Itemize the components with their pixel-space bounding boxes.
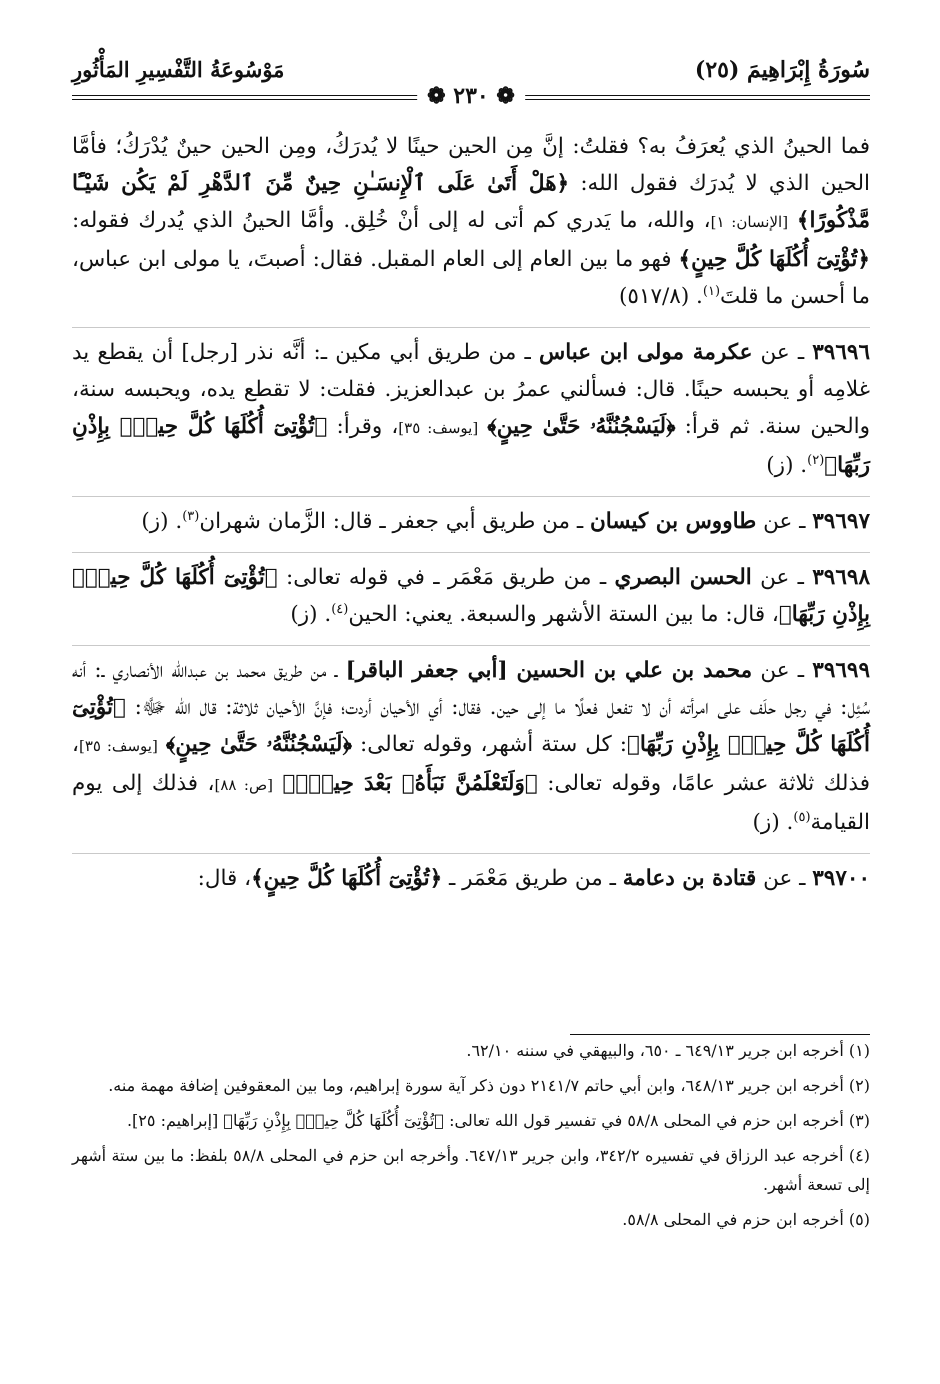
hadith-entry [72,334,870,484]
text-run: . (ز) [141,509,183,534]
quran-verse: ﴿تُؤْتِىٓ أُكُلَهَا كُلَّ حِينٍۭ بِإِذْنِ رَبِّهَا﴾ [72,414,870,478]
footnote: (٣) أخرجه ابن حزم في المحلى ٥٨/٨ في تفسير قول الله تعالى: ﴿تُؤْتِىٓ أُكُلَهَا كُلَّ حِينٍۭ بِإِذْنِ رَبِّهَا﴾ [إبراهيم: ٢٥]. [126,1111,870,1130]
page-number: ❁ ٢٣٠ ❁ [417,83,525,109]
narrator-name: قتادة بن دعامة [622,866,757,891]
text-run: ، وقرأ: [336,414,399,439]
quran-verse: ﴿لَيَسْجُنُنَّهُۥ حَتَّىٰ حِينٍ﴾ [487,414,676,439]
text-run: ـ عن [756,509,813,534]
quran-verse: ﴿هَلْ أَتَىٰ عَلَى ٱلْإِنسَـٰنِ حِينٌ مِّنَ ٱلدَّهْرِ لَمْ يَكُن شَيْـًٔا مَّذْكُورًا﴾ [72,171,870,233]
main-text [72,128,870,909]
text-run: . (ز) [766,453,808,478]
text-run: . (ز) [290,602,332,627]
text-run: ، قال: [197,866,252,891]
footnote-rule [570,1034,870,1035]
narrator-name: الحسن البصري [614,565,752,590]
book-title: مَوْسُوعَةُ التَّفْسِيرِ المَأْثُورِ [72,57,285,82]
footnote: (٢) أخرجه ابن جرير ٦٤٨/١٣، وابن أبي حاتم ٢١٤١/٧ دون ذكر آية سورة إبراهيم، وما بين المعقوفين إضافة مهمة منه. [108,1076,870,1095]
verse-reference: [ص: ٨٨] [214,776,273,794]
text-run: : كل ستة أشهر، وقوله تعالى: [360,732,627,757]
narrator-name: عكرمة مولى ابن عباس [538,340,753,365]
hadith-entry [72,559,870,633]
quran-verse: ﴿تُؤْتِىٓ أُكُلَهَا كُلَّ حِينٍ﴾ [251,866,443,891]
entry-separator [72,327,870,328]
text-run: ، فذلك إلى يوم القيامة [72,771,870,835]
text-run: ـ من طريق أبي جعفر ـ قال: الزَّمان شهران [199,509,590,534]
footnote-marker[interactable]: (٢) [807,452,825,468]
footnote-marker[interactable]: (٣) [182,508,200,524]
quran-verse: ﴿تُؤْتِىٓ أُكُلَهَا كُلَّ حِينٍۭ بِإِذْنِ رَبِّهَا﴾ [72,565,870,627]
hadith-entry [72,503,870,540]
text-run: . (ز) [752,810,794,835]
text-run: ـ عن [756,866,813,891]
narrator-name: محمد بن علي بن الحسين [أبي جعفر الباقر] [345,658,753,683]
footnotes [72,1036,870,1240]
entry-number: ٣٩٦٩٩ [812,658,871,683]
verse-reference: [يوسف: ٣٥] [78,737,158,755]
text-run: فهو ما بين العام إلى العام المقبل. فقال: أصبتَ، يا مولى ابن عباس، ما أحسن ما قلتَ [72,247,870,309]
verse-reference: [الإنسان: ١] [710,213,789,231]
quran-verse: ﴿تُؤْتِىٓ أُكُلَهَا كُلَّ حِينٍۭ بِإِذْنِ رَبِّهَا﴾ [72,695,871,757]
quran-verse: ﴿تُؤْتِىٓ أُكُلَهَا كُلَّ حِينٍ﴾ [678,247,870,272]
entry-separator [72,552,870,553]
entry-separator [72,645,870,646]
text-run: ـ من طريق محمد بن عبدالله الأنصاري ـ: أنه سُئِل: في رجل حلَف على امرأته أن لا تفعل فعلًا ما إلى حين. فقال: أي الأحيان أردت؛ فإنَّ الأحيان ثلاثة: قال الله ﷻ: [72,658,870,720]
hadith-entry [72,652,870,841]
entry-number: ٣٩٦٩٨ [812,565,870,590]
text-run: ، فذلك ثلاثة عشر عامًا، وقوله تعالى: [72,732,870,796]
text-run: ـ من طريق مَعْمَر ـ في قوله تعالى: [285,565,615,590]
text-run: ـ عن [751,565,813,590]
footnote-marker[interactable]: (٥) [793,809,811,825]
text-run: ـ عن [752,340,813,365]
footnote-marker[interactable]: (١) [702,283,721,299]
footnote: (١) أخرجه ابن جرير ٦٤٩/١٣ ـ ٦٥٠، والبيهقي في سننه ٦٢/١٠. [466,1041,870,1060]
quran-verse: ﴿وَلَتَعْلَمُنَّ نَبَأَهُۥ بَعْدَ حِينٍۭ﴾ [282,771,538,796]
text-run: ـ من طريق أبي مكين ـ: أنَّه نذر [رجل] أن يقطع يد غلامِه أو يحبسه حينًا. قال: فسألني عمرُ بن عبدالعزيز. فقلت: لا تقطع يده، ويحبسه سنة، والحين سنة. ثم قرأ: [72,340,871,439]
intro-paragraph [72,128,870,315]
quran-verse: ﴿لَيَسْجُنُنَّهُۥ حَتَّىٰ حِينٍ﴾ [165,732,352,757]
footnote: (٥) أخرجه ابن حزم في المحلى ٥٨/٨. [622,1210,870,1229]
text-run: فما الحينُ الذي يُعرَفُ به؟ فقلتُ: إنَّ مِن الحين حينًا لا يُدرَكُ، ومِن الحين حينٌ يُدْرَكُ؛ فأمَّا الحين الذي لا يُدرَك فقول الله: [72,134,870,196]
text-run: ـ من طريق مَعْمَر ـ [449,866,623,891]
surah-title: سُورَةُ إِبْرَاهِيمَ (٢٥) [694,57,870,83]
hadith-entry [72,860,870,897]
footnote: (٤) أخرجه عبد الرزاق في تفسيره ٣٤٢/٢، وابن جرير ٦٤٧/١٣. وأخرجه ابن حزم في المحلى ٥٨/٨ بلفظ: ما بين ستة أشهر إلى تسعة أشهر. [72,1146,870,1194]
running-header [72,55,870,109]
text-run: . (٥١٧/٨) [619,284,703,309]
entry-number: ٣٩٦٩٦ [812,340,870,365]
text-run: ، قال: ما بين الستة الأشهر والسبعة. يعني: الحين [348,602,779,627]
footnote-marker[interactable]: (٤) [331,601,349,617]
text-run: ، والله، ما يَدري كم أتى له إلى أنْ خُلِق. وأمَّا الحينُ الذي يُدرك فقوله: [72,208,711,233]
entry-number: ٣٩٧٠٠ [812,866,870,891]
verse-reference: [يوسف: ٣٥] [398,419,479,437]
entry-separator [72,496,870,497]
entry-number: ٣٩٦٩٧ [812,509,870,534]
text-run: ـ عن [752,658,813,683]
entry-separator [72,853,870,854]
narrator-name: طاووس بن كيسان [590,509,757,534]
